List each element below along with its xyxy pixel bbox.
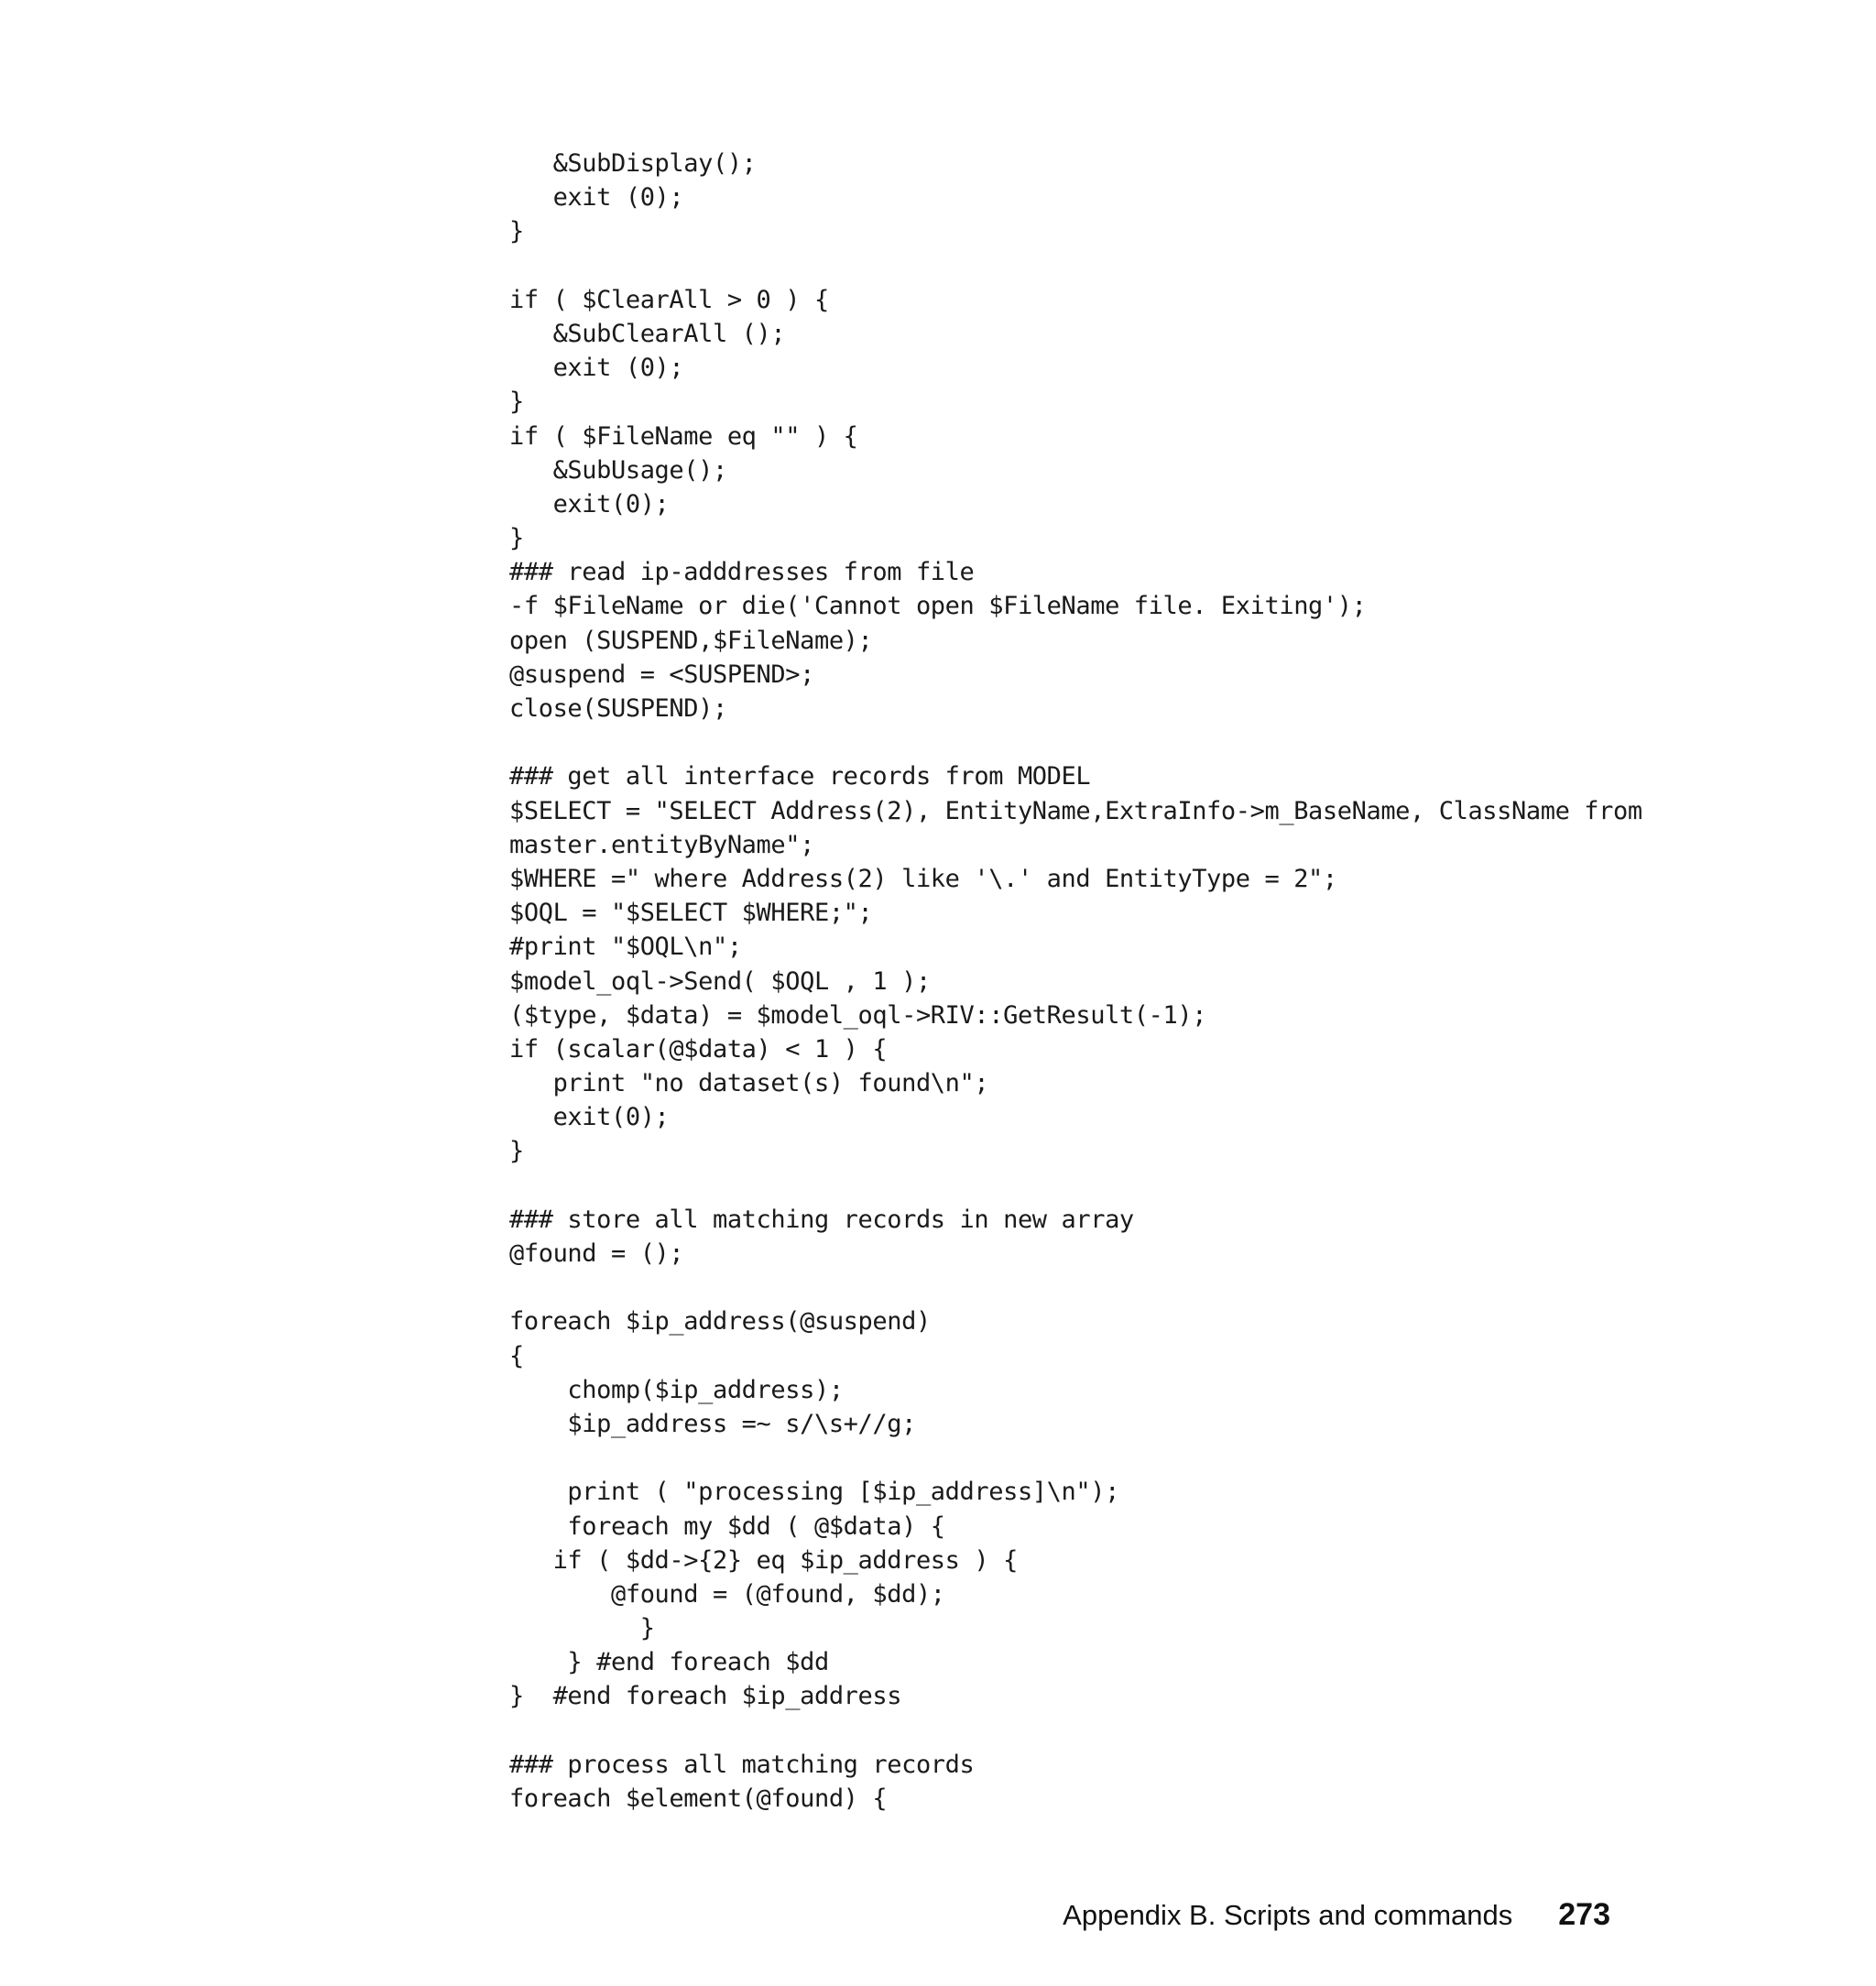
code-line: -f $FileName or die('Cannot open $FileName file. Exiting'); <box>509 592 1367 621</box>
footer-section-title: Appendix B. Scripts and commands <box>1063 1899 1513 1931</box>
page-footer <box>1063 1897 1610 1937</box>
code-line <box>509 1271 1755 1304</box>
code-line: @suspend = <SUSPEND>; <box>509 660 814 689</box>
code-line: $SELECT = "SELECT Address(2), EntityName,ExtraInfo->m_BaseName, ClassName from <box>509 796 1642 825</box>
code-line: exit(0); <box>509 489 670 518</box>
code-line: open (SUSPEND,$FileName); <box>509 626 873 655</box>
code-line: ($type, $data) = $model_oql->RIV::GetResult(-1); <box>509 1000 1207 1030</box>
code-line <box>509 1714 1755 1748</box>
code-line: print "no dataset(s) found\n"; <box>509 1069 989 1098</box>
code-line: $WHERE =" where Address(2) like '\.' and EntityType = 2"; <box>509 864 1337 893</box>
code-line: } <box>509 1614 655 1643</box>
code-line: foreach $ip_address(@suspend) <box>509 1307 931 1337</box>
code-line: @found = (@found, $dd); <box>509 1579 945 1609</box>
code-line: ### store all matching records in new array <box>509 1205 1134 1234</box>
code-line: $model_oql->Send( $OQL , 1 ); <box>509 966 931 996</box>
code-line: chomp($ip_address); <box>509 1375 844 1404</box>
code-line <box>509 1169 1755 1203</box>
code-line: foreach my $dd ( @$data) { <box>509 1511 945 1541</box>
code-line: } <box>509 217 524 246</box>
page-number: 273 <box>1558 1897 1610 1932</box>
code-line: } <box>509 387 524 417</box>
code-line: } #end foreach $ip_address <box>509 1682 902 1711</box>
code-line: &SubDisplay(); <box>509 149 757 178</box>
code-line: foreach $element(@found) { <box>509 1784 888 1813</box>
code-line: ### process all matching records <box>509 1750 975 1779</box>
code-line: { <box>509 1341 524 1370</box>
code-line: if ( $dd->{2} eq $ip_address ) { <box>509 1545 1018 1575</box>
code-line: exit(0); <box>509 1103 670 1132</box>
code-line: $OQL = "$SELECT $WHERE;"; <box>509 899 873 928</box>
code-line: ### get all interface records from MODEL <box>509 762 1091 791</box>
code-listing <box>509 147 1755 1816</box>
code-line <box>509 1441 1755 1475</box>
code-line: $ip_address =~ s/\s+//g; <box>509 1409 916 1438</box>
code-line: &SubClearAll (); <box>509 319 786 348</box>
code-line: } <box>509 524 524 553</box>
code-line: } #end foreach $dd <box>509 1648 829 1677</box>
code-line: master.entityByName"; <box>509 830 814 859</box>
code-line: #print "$OQL\n"; <box>509 933 742 962</box>
code-line: if ( $FileName eq "" ) { <box>509 421 858 451</box>
code-line: ### read ip-adddresses from file <box>509 558 975 587</box>
code-line: print ( "processing [$ip_address]\n"); <box>509 1478 1119 1507</box>
code-line: if (scalar(@$data) < 1 ) { <box>509 1034 888 1064</box>
code-line: exit (0); <box>509 354 684 383</box>
code-line: } <box>509 1137 524 1166</box>
code-line <box>509 726 1755 759</box>
code-line: @found = (); <box>509 1239 684 1268</box>
code-line: close(SUSPEND); <box>509 694 727 723</box>
code-line: if ( $ClearAll > 0 ) { <box>509 285 829 314</box>
code-line: exit (0); <box>509 183 684 213</box>
code-line <box>509 249 1755 283</box>
code-line: &SubUsage(); <box>509 455 727 485</box>
